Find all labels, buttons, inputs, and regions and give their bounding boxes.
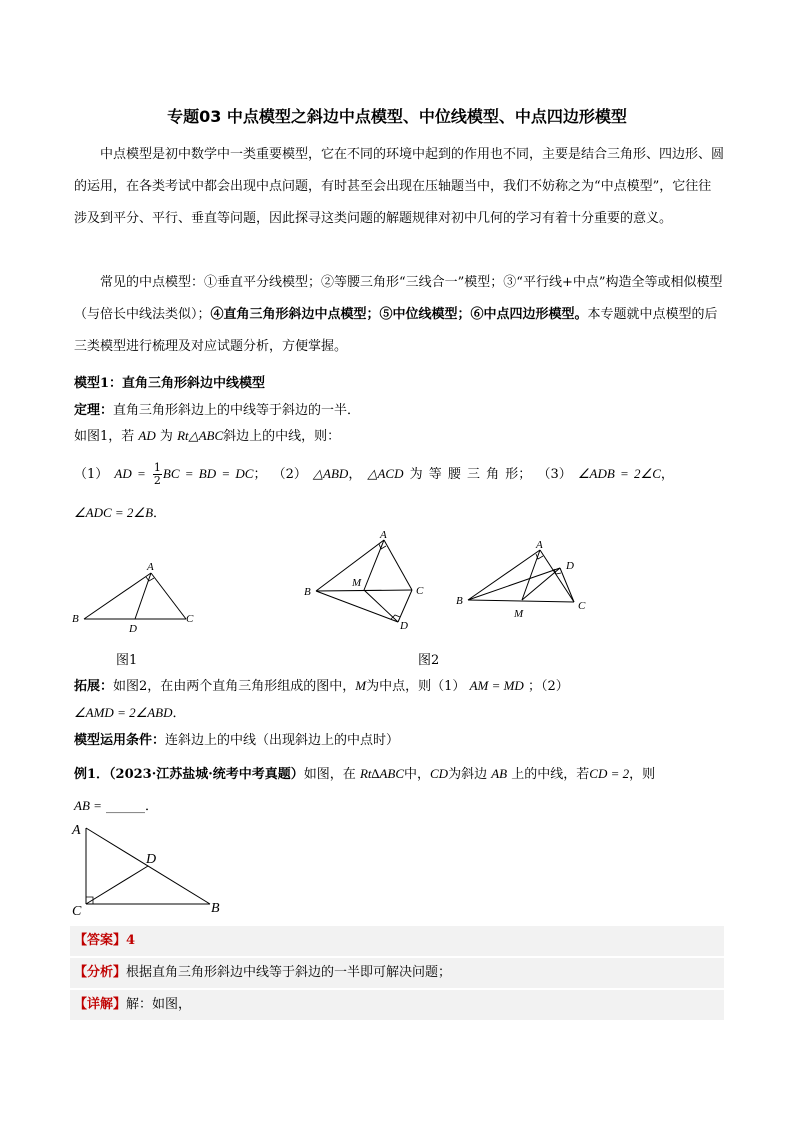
extension-label: 拓展： bbox=[74, 679, 114, 694]
fig2l-label-a: A bbox=[380, 529, 387, 541]
fig-intro-c: 斜边上的中线，则： bbox=[223, 429, 341, 444]
analysis-text: 根据直角三角形斜边中线等于斜边的一半即可解决问题； bbox=[126, 965, 452, 980]
conditions-text: 连斜边上的中线（出现斜边上的中点时） bbox=[165, 733, 400, 748]
common-models-paragraph bbox=[74, 267, 724, 363]
extension-expression-2: ∠AMD = 2∠ABD bbox=[74, 705, 173, 720]
common-models-tail: 本专题就中点模型的后三类模型进行梳理及对应试题分析，方便掌握。 bbox=[74, 307, 718, 354]
example1-end: ． bbox=[145, 799, 159, 814]
extension-m: M bbox=[355, 678, 367, 693]
fig2l-label-m: M bbox=[352, 577, 362, 589]
item4-expression: ∠ADC = 2∠B bbox=[74, 505, 154, 520]
fraction-numerator: 1 bbox=[153, 461, 161, 474]
conditions-line bbox=[74, 729, 724, 748]
fig2r-label-d: D bbox=[566, 560, 574, 572]
fig2l-label-b: B bbox=[304, 586, 311, 598]
extension-text-c: ；（2） bbox=[527, 679, 569, 694]
figure1-diagram bbox=[66, 555, 206, 639]
example1-blank-lhs: AB = bbox=[74, 798, 102, 813]
item1-sep: ； bbox=[253, 467, 267, 482]
example1-blank-line bbox=[74, 795, 724, 814]
common-models-plain: 常见的中点模型：①垂直平分线模型；②等腰三角形“三线合一”模型；③“平行线+中点”构造全等或相似模型（与倍长中线法类似）； bbox=[74, 275, 723, 322]
fig1-label-d: D bbox=[129, 623, 137, 635]
example1-ab: AB bbox=[491, 766, 508, 781]
extension-text-a: 如图2，在由两个直角三角形组成的图中， bbox=[113, 679, 356, 694]
detail-text: 解：如图， bbox=[126, 997, 192, 1012]
example1-text-a: 如图，在 bbox=[303, 767, 356, 782]
item2-triangle-abd: △ABD bbox=[313, 466, 349, 481]
item2-triangle-acd: △ACD bbox=[367, 466, 404, 481]
example1-triangle: Rt∆ABC bbox=[359, 766, 404, 781]
item3-expression: ∠ADB = 2∠C bbox=[577, 466, 661, 481]
fig1-label-b: B bbox=[72, 613, 79, 625]
item4-end: ． bbox=[153, 506, 167, 521]
ex1-label-c: C bbox=[72, 904, 82, 918]
common-models-bold: ④直角三角形斜边中点模型；⑤中位线模型；⑥中点四边形模型。 bbox=[210, 307, 588, 322]
fig-intro-triangle: Rt△ABC bbox=[177, 428, 224, 443]
extension-end: ． bbox=[172, 706, 186, 721]
fig2l-label-d: D bbox=[400, 620, 408, 632]
fig1-label-c: C bbox=[186, 613, 194, 625]
detail-line bbox=[74, 990, 191, 1020]
theorem-label: 定理： bbox=[74, 403, 114, 418]
fig-intro-a: 如图1，若 bbox=[74, 429, 135, 444]
theorem-line bbox=[74, 399, 724, 418]
example1-text-d: 上的中线，若 bbox=[511, 767, 590, 782]
item2-comma: ， bbox=[348, 467, 362, 482]
figure2-caption: 图2 bbox=[418, 653, 440, 668]
theorem-text: 直角三角形斜边上的中线等于斜边的一半． bbox=[113, 403, 361, 418]
figure1-caption: 图1 bbox=[116, 653, 138, 668]
extension-expression-1: AM = MD bbox=[469, 678, 524, 693]
conditions-label: 模型运用条件： bbox=[74, 733, 166, 748]
answer-value: 4 bbox=[126, 933, 136, 948]
item2-text: 为 等 腰 三 角 形； bbox=[409, 467, 532, 482]
fraction-denominator: 2 bbox=[153, 474, 161, 487]
figure1-intro bbox=[74, 425, 724, 444]
example1-text-e: ，则 bbox=[629, 767, 656, 782]
fig2r-label-c: C bbox=[578, 600, 586, 612]
example1-text-b: 中， bbox=[404, 767, 431, 782]
example1-cd: CD bbox=[430, 766, 449, 781]
fig2r-label-b: B bbox=[456, 595, 463, 607]
answer-line bbox=[74, 926, 135, 956]
fig2r-label-a: A bbox=[536, 539, 543, 551]
item3-comma: ， bbox=[660, 467, 674, 482]
example1-answer-blank[interactable]: ______ bbox=[106, 799, 146, 814]
item4-line bbox=[74, 502, 724, 521]
answer-band bbox=[70, 926, 724, 956]
fig-intro-ad: AD bbox=[138, 428, 156, 443]
analysis-label: 【分析】 bbox=[74, 965, 127, 980]
ex1-label-a: A bbox=[72, 823, 81, 838]
intro-paragraph: 中点模型是初中数学中一类重要模型，它在不同的环境中起到的作用也不同，主要是结合三角形、四边形、圆的运用，在各类考试中都会出现中点问题，有时甚至会出现在压轴题当中，我们不妨称之为“中点模型”，它往往涉及到平分、平行、垂直等问题，因此探寻这类问题的解题规律对初中几何的学习有着十分重要的意义。 bbox=[74, 147, 725, 226]
fig-intro-b: 为 bbox=[159, 429, 173, 444]
item1-number: （1） bbox=[74, 467, 109, 482]
example1-line bbox=[74, 763, 724, 782]
item3-number: （3） bbox=[537, 467, 572, 482]
extension-line-2 bbox=[74, 702, 724, 721]
example1-condition: CD = 2 bbox=[589, 766, 630, 781]
extension-line bbox=[74, 675, 724, 694]
analysis-line bbox=[74, 958, 451, 988]
ex1-label-d: D bbox=[146, 852, 157, 867]
item2-number: （2） bbox=[272, 467, 307, 482]
item1-lhs: AD = bbox=[114, 466, 146, 481]
figure2-left-diagram bbox=[300, 528, 430, 636]
page-title: 专题03 中点模型之斜边中点模型、中位线模型、中点四边形模型 bbox=[167, 107, 627, 126]
detail-label: 【详解】 bbox=[74, 997, 127, 1012]
example1-text-c: 为斜边 bbox=[448, 767, 488, 782]
ex1-label-b: B bbox=[211, 901, 220, 916]
extension-text-b: 为中点，则（1） bbox=[366, 679, 466, 694]
figure2-right-diagram bbox=[452, 538, 592, 622]
properties-line bbox=[74, 456, 724, 492]
example1-source: （2023·江苏盐城·统考中考真题） bbox=[109, 767, 304, 782]
one-half-fraction bbox=[153, 462, 162, 487]
example1-diagram bbox=[66, 818, 236, 918]
model1-heading: 模型1：直角三角形斜边中线模型 bbox=[74, 376, 266, 391]
item1-rhs: BC = BD = DC bbox=[162, 466, 254, 481]
fig2l-label-c: C bbox=[416, 585, 424, 597]
example1-label: 例1． bbox=[74, 767, 110, 782]
fig2r-label-m: M bbox=[514, 608, 524, 620]
fig1-label-a: A bbox=[147, 561, 154, 573]
answer-label: 【答案】 bbox=[74, 933, 127, 948]
